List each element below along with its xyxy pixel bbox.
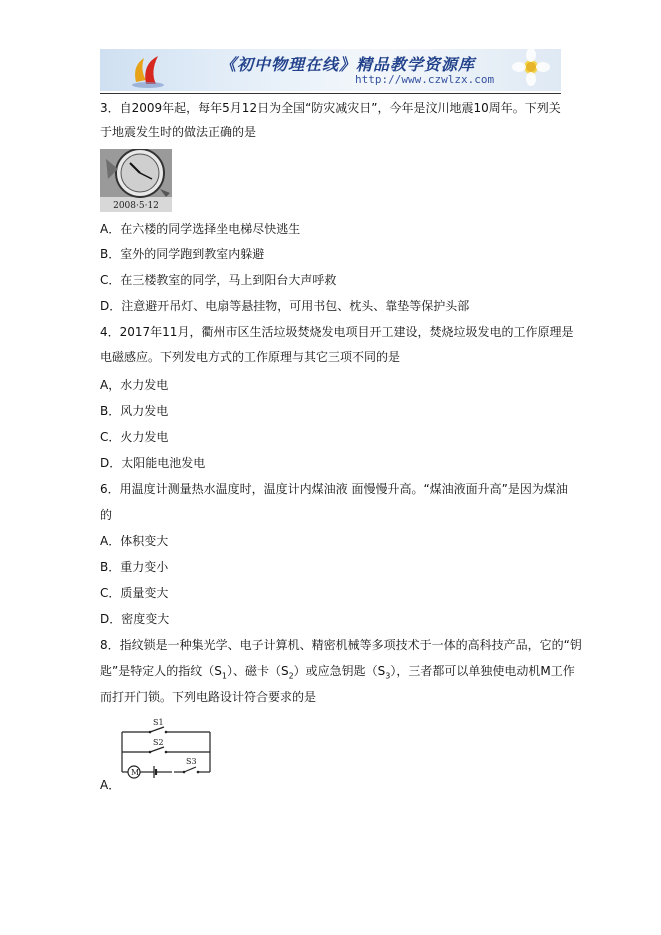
q8-subscript: 1 [221,671,227,681]
s1-label: S1 [153,718,164,727]
q3-option-b: B．室外的同学跑到教室内躲避 [100,247,265,261]
site-logo-icon [128,52,168,88]
banner-url: http://www.czwlzx.com [355,73,495,86]
q4-stem-line2: 电磁感应。下列发电方式的工作原理与其它三项不同的是 [100,350,401,364]
q8-stem-line1: 8．指纹锁是一种集光学、电子计算机、精密机械等多项技术于一体的高科技产品，它的“钥 [100,638,582,652]
q6-option-b: B．重力变小 [100,560,169,574]
q6-option-d: D．密度变大 [100,612,170,626]
q3-stem-line2: 于地震发生时的做法正确的是 [100,125,257,139]
clock-caption: 2008·5·12 [113,201,159,211]
q6-stem-line1: 6．用温度计测量热水温度时，温度计内煤油液 面慢慢升高。“煤油液面升高”是因为煤油 [100,482,568,496]
q8-stem-line2 [100,663,575,684]
q6-option-a: A．体积变大 [100,534,169,548]
q3-option-a: A．在六楼的同学选择坐电梯尽快逃生 [100,222,301,236]
motor-label: M [131,768,140,777]
q8-option-a: A． [100,778,121,792]
q8-text-part: ），三者都可以单独使电动机M工作 [390,664,575,678]
header-banner [100,49,561,91]
q8-text-part: 匙”是特定人的指纹（S [100,664,222,678]
q3-option-d: D．注意避开吊灯、电扇等悬挂物，可用书包、枕头、靠垫等保护头部 [100,299,470,313]
q8-text-part: ）、磁卡（S [226,664,289,678]
s2-label: S2 [153,738,164,747]
q3-option-c: C．在三楼教室的同学，马上到阳台大声呼救 [100,273,337,287]
circuit-diagram-a [118,718,214,782]
q4-option-d: D．太阳能电池发电 [100,456,206,470]
q8-subscript: 2 [288,671,294,681]
s3-label: S3 [186,757,197,766]
q3-stem-line1: 3．自2009年起，每年5月12日为全国“防灾减灾日”，今年是汶川地震10周年。下列关 [100,101,561,115]
q6-option-c: C．质量变大 [100,586,169,600]
q4-stem-line1: 4．2017年11月，衢州市区生活垃圾焚烧发电项目开工建设，焚烧垃圾发电的工作原理是 [100,325,574,339]
q8-text-part: ）或应急钥匙（S [293,664,386,678]
q6-stem-line2: 的 [100,508,113,522]
header-rule [100,93,561,94]
earthquake-clock-image [100,149,172,212]
q4-option-c: C．火力发电 [100,430,169,444]
q8-subscript: 3 [385,671,391,681]
decorative-flower-icon [471,49,561,91]
banner-title: 《初中物理在线》精品教学资源库 [220,55,476,74]
q4-option-a: A，水力发电 [100,378,169,392]
q8-stem-line3: 而打开门锁。下列电路设计符合要求的是 [100,690,317,704]
q4-option-b: B．风力发电 [100,404,169,418]
